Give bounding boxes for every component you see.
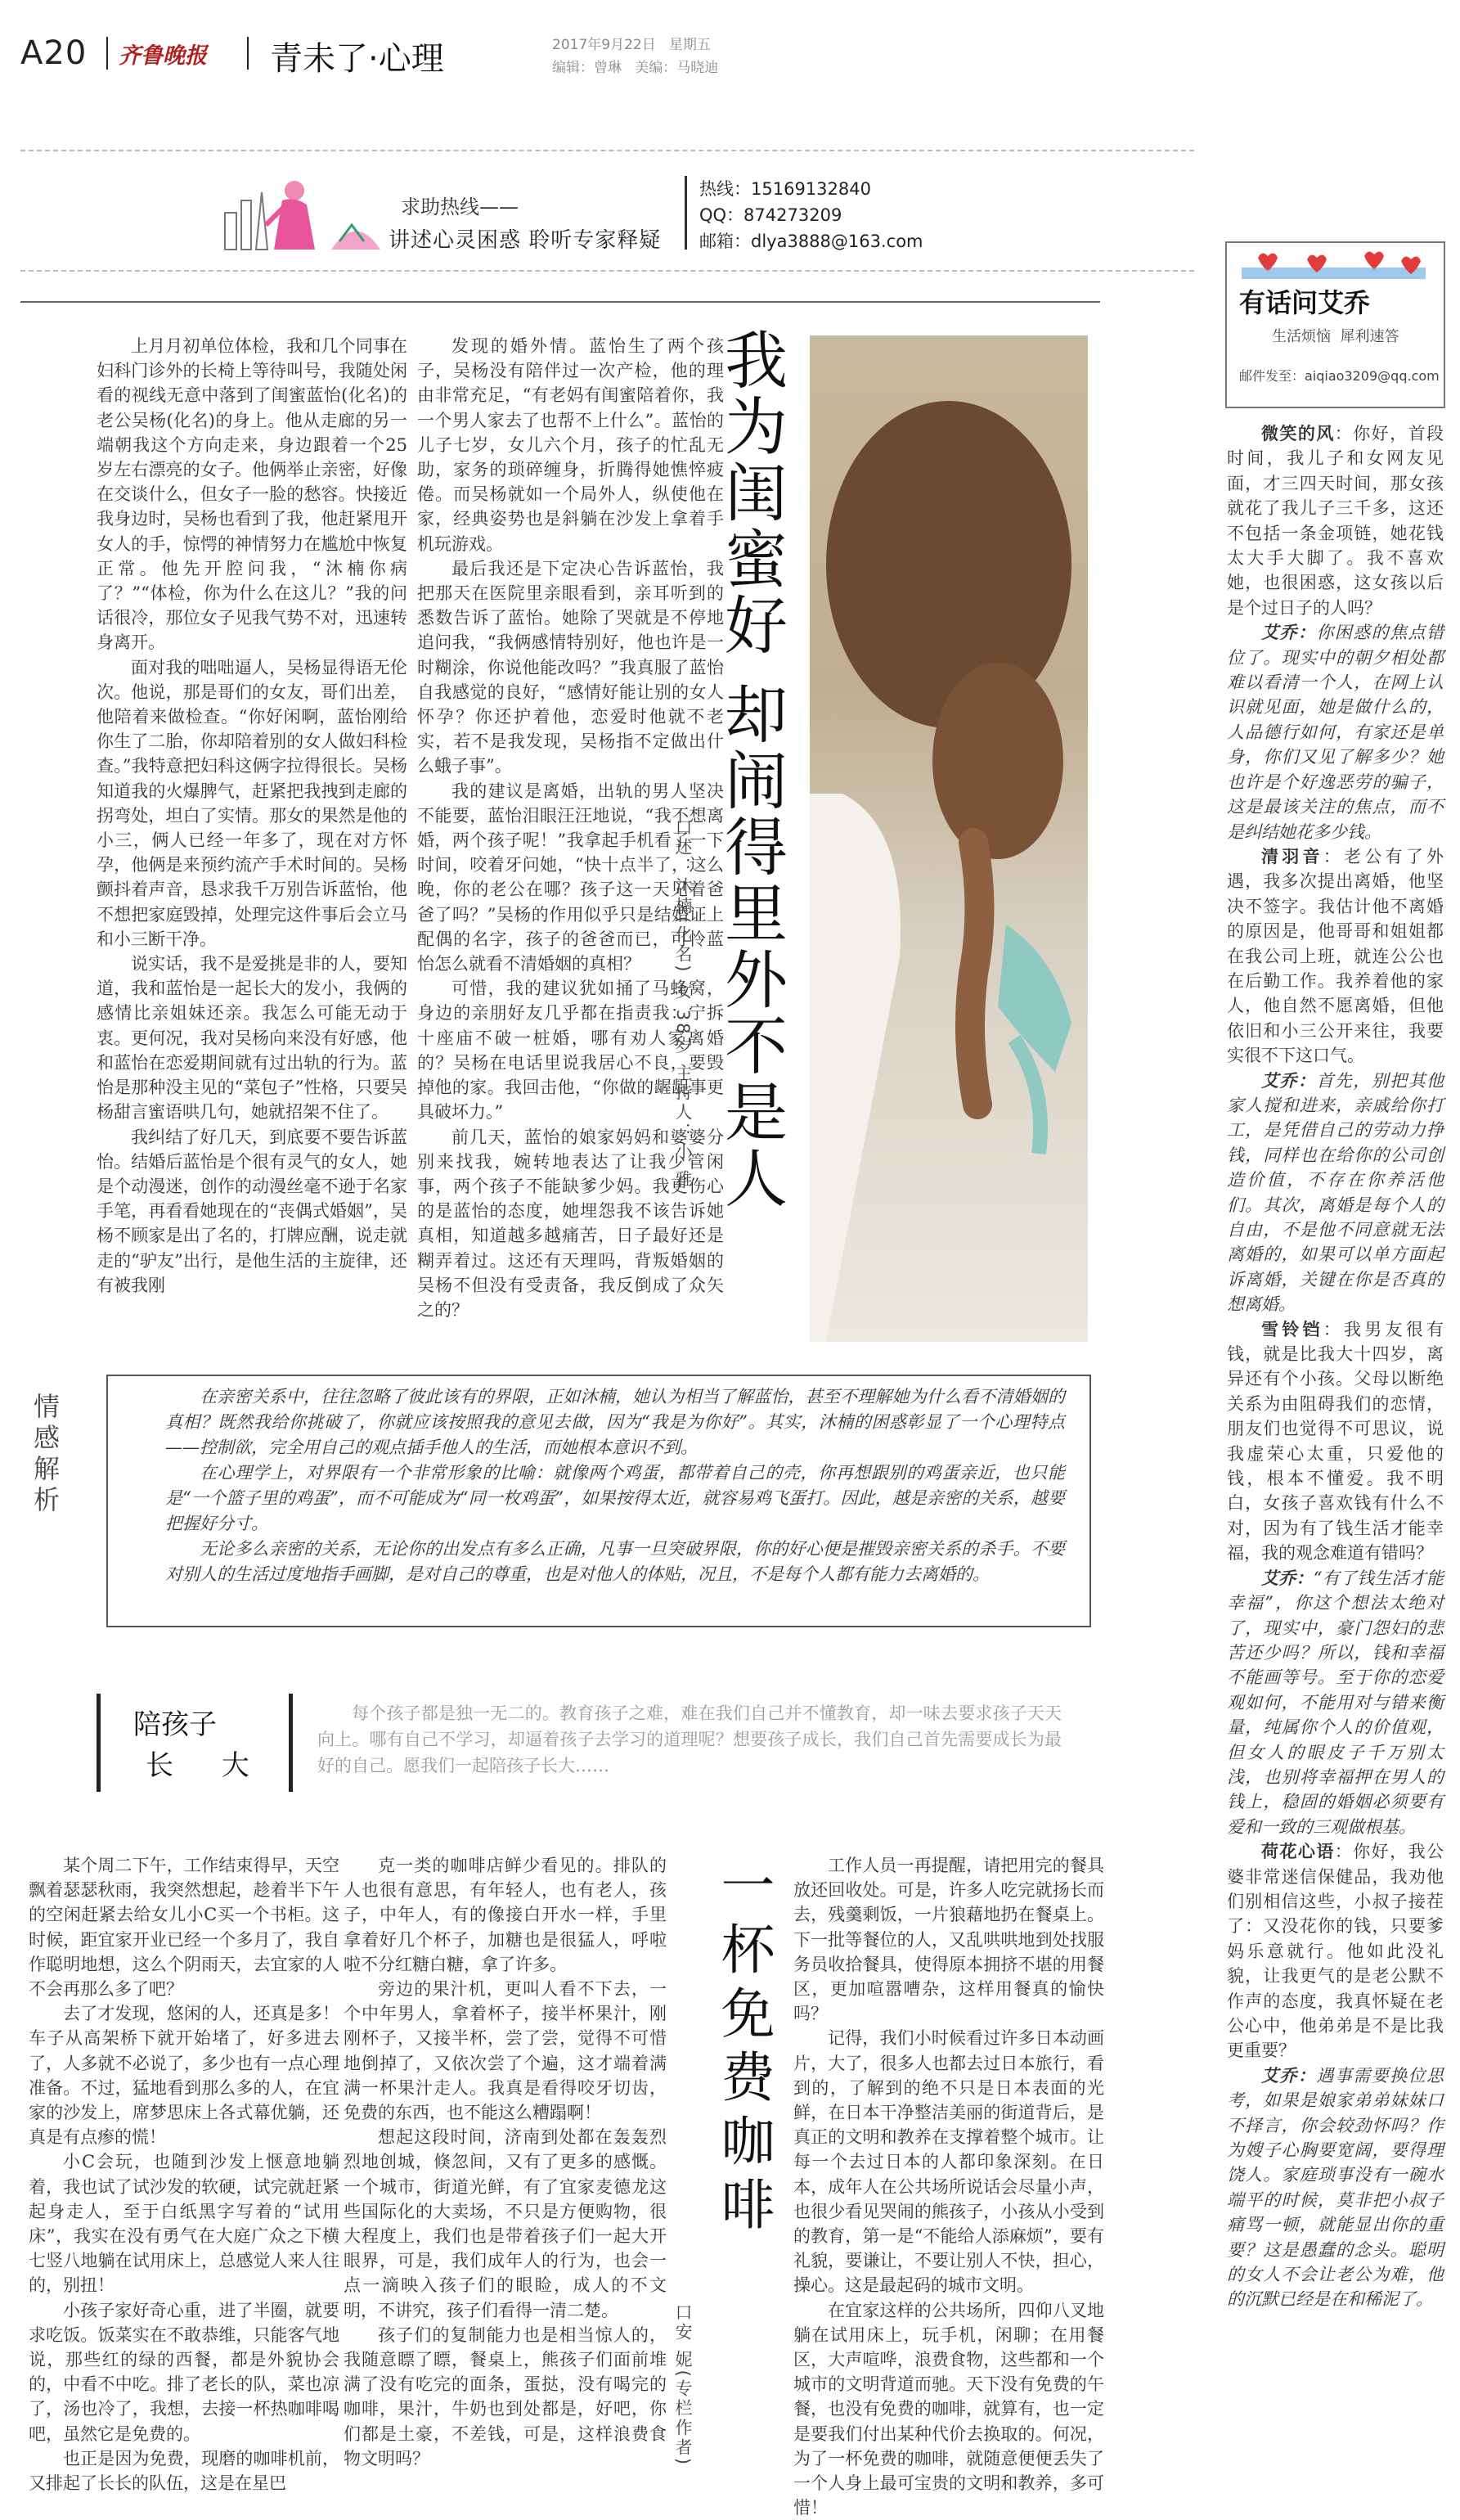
designer-credit: 美编：马晓迪 — [635, 60, 719, 76]
hotline-qq: QQ：874273209 — [699, 205, 842, 225]
qa-answer — [1227, 1566, 1444, 1839]
qa-asker: 雪铃铛 — [1261, 1318, 1323, 1339]
qa-answer — [1227, 620, 1444, 844]
story1-photo — [810, 335, 1088, 1342]
paragraph: 想起这段时间，济南到处都在轰轰烈烈地创城，倏忽间，又有了更多的感慨。一个城市，街道光鲜，有了宜家麦德龙这些国际化的大卖场，不只是方便购物，很大程度上，我们也是带着孩子们一起大开眼界，可是，我们成年人的行为，也会一点一滴映入孩子们的眼睑，成人的不文明，不讲究，孩子们看得一清二楚。 — [344, 2127, 667, 2320]
masthead-divider — [106, 37, 108, 70]
story2-col2 — [344, 1853, 667, 2500]
feature-banner — [97, 1694, 1090, 1792]
story1-frame-rule — [20, 301, 1100, 303]
story2-title: 一杯免费咖啡 — [712, 1857, 775, 2240]
qa-asker: 清羽音 — [1261, 845, 1323, 866]
analysis-box — [29, 1375, 1091, 1627]
qa-answerer: 艾乔： — [1261, 1069, 1317, 1091]
credits — [552, 56, 718, 76]
editor-credit: 编辑：曾琳 — [552, 60, 622, 76]
feature-title-2: 长 大 — [146, 1749, 269, 1782]
paragraph: 面对我的咄咄逼人，吴杨显得语无伦次。他说，那是哥们的女友，哥们出差，他陪着来做检查。“你好闲啊，蓝怡刚给你生了二胎，你却陪着别的女人做妇科检查。”我特意把妇科这俩字拉得很长。吴杨知道我的火爆脾气，赶紧把我拽到走廊的拐弯处，坦白了实情。那女的果然是他的小三，俩人已经一年多了，现在对方怀孕，他俩是来预约流产手术时间的。吴杨颤抖着声音，恳求我千万别告诉蓝怡，他不想把家庭毁掉，处理完这件事后会立马和小三断干净。 — [97, 657, 407, 949]
paragraph: 说实话，我不是爱挑是非的人，要知道，我和蓝怡是一起长大的发小，我俩的感情比亲姐妹还亲。我怎么可能无动于衷。更何况，我对吴杨向来没有好感，他和蓝怡在恋爱期间就有过出轨的行为。蓝怡是那种没主见的“菜包子”性格，只要吴杨甜言蜜语哄几句，她就招架不住了。 — [97, 954, 407, 1123]
story1-byline: 口述：沐楠(化名) 女 38岁 主持人：小 雅 — [673, 818, 693, 1190]
hotline-slogan: 讲述心灵困惑 聆听专家释疑 — [389, 228, 662, 253]
qa-answer-text: 遇事需要换位思考，如果是娘家弟弟妹妹口不择言，你会较劲怀吗？作为嫂子心胸要宽阔，要得理饶人。家庭琐事没有一碗水端平的时候，莫非把小叔子痛骂一顿，就能显出你的重要？这是愚蠢的念头。聪明的女人不会让老公为难，他的沉默已经是在和稀泥了。 — [1227, 2065, 1444, 2310]
photo-hair-illustration — [810, 335, 1088, 1342]
paragraph: 小孩子家好奇心重，进了半圈，就要求吃饭。饭菜实在不敢恭维，只能客气地说，那些红的绿的西餐，都是外貌协会的，中看不中吃。排了老长的队，菜也凉了，汤也冷了，我想，去接一杯热咖啡喝吧，虽然它是免费的。 — [29, 2300, 339, 2444]
qa-answerer: 艾乔： — [1261, 622, 1317, 643]
analysis-text — [165, 1384, 1065, 1587]
story2-col3 — [793, 1853, 1104, 2518]
paragraph: 旁边的果汁机，更叫人看不下去，一个中年男人，拿着杯子，接半杯果汁，刚刚杯子，又接半杯，尝了尝，觉得不可惜地倒掉了，又依次尝了个遍，这才端着满满一杯果汁走人。我真是看得咬牙切齿，免费的东西，也不能这么糟蹋啊！ — [344, 1979, 667, 2123]
paragraph: 小C会玩，也随到沙发上惬意地躺着，我也试了试沙发的软硬，试完就赶紧起身走人，至于白纸黑字写着的“试用床”，我实在没有勇气在大庭广众之下横七竖八地躺在试用床上，总感觉人来人往的，别扭！ — [29, 2152, 339, 2296]
cityscape-illustration — [217, 168, 405, 258]
qa-email: 邮件发至：aiqiao3209@qq.com — [1239, 368, 1440, 384]
story2-col1 — [29, 1853, 339, 2500]
analysis-para-3: 无论多么亲密的关系，无论你的出发点有多么正确，凡事一旦突破界限，你的好心便是摧毁亲密关系的杀手。不要对别人的生活过度地指手画脚，是对自己的尊重，也是对他人的体贴，况且，不是每个人都有能力去离婚的。 — [165, 1539, 1065, 1584]
paragraph: 孩子们的复制能力也是相当惊人的，我随意瞟了瞟，餐桌上，熊孩子们面前堆满了没有吃完的面条，蛋挞，没有喝完的咖啡，果汁，牛奶也到处都是，好吧，你们都是土豪，不差钱，可是，这样浪费食物文明吗？ — [344, 2324, 667, 2468]
qa-question-text: 老公有了外遇，我多次提出离婚，他坚决不签字。我估计他不离婚的原因是，他哥哥和姐姐都在我公司上班，就连公公也在后勤工作。我养着他的家人，他自然不愿离婚，但他依旧和小三公开来往，我要实很不下这口气。 — [1227, 846, 1444, 1066]
paper-logo: 齐鲁晚报 — [119, 43, 207, 69]
feature-intro: 每个孩子都是独一无二的。教育孩子之难，难在我们自己并不懂教育，却一味去要求孩子天天向上。哪有自己不学习，却逼着孩子去学习的道理呢？想要孩子成长，我们自己首先需要成长为最好的自己。愿我们一起陪孩子长大…… — [317, 1703, 1062, 1775]
qa-list — [1227, 421, 1444, 2483]
paragraph: 可惜，我的建议犹如捅了马蜂窝，身边的亲朋好友几乎都在指责我：宁拆十座庙不破一桩婚，哪有劝人家离婚的？吴杨在电话里说我居心不良，要毁掉他的家。我回击他，“你做的龌龊事更具破坏力。” — [417, 979, 724, 1123]
analysis-para-1: 在亲密关系中，往往忽略了彼此该有的界限，正如沐楠，她认为相当了解蓝怡，甚至不理解她为什么看不清婚姻的真相？既然我给你挑破了，你就应该按照我的意见去做，因为“我是为你好”。其实，沐楠的困惑彰显了一个心理特点——控制欲，完全用自己的观点插手他人的生活，而她根本意识不到。 — [165, 1387, 1065, 1457]
date-text: 2017年9月22日 — [552, 37, 656, 53]
page-number: A20 — [20, 34, 88, 72]
qa-answer — [1227, 2063, 1444, 2312]
qa-question: 雪铃铛：我男友很有钱，就是比我大十四岁，离异还有个小孩。父母以断绝关系为由阻碍我们的恋情，朋友们也觉得不可思议，说我虚荣心太重，只爱他的钱，根本不懂爱。我不明白，女孩子喜欢钱有什么不对，因为有了钱生活才能幸福，我的观念难道有错吗？ — [1227, 1318, 1444, 1564]
qa-answer-text: 你困惑的焦点错位了。现实中的朝夕相处都难以看清一个人，在网上认识就见面，她是做什么的，人品德行如何，有家还是单身，你们又见了解多少？她也许是个好逸恶劳的骗子，这是最该关注的焦点，而不是纠结她花多少钱。 — [1227, 623, 1444, 842]
story1-title: 我为闺蜜好 却闹得里外不是人 — [714, 327, 787, 1213]
qa-column-title: 有话问艾乔 — [1239, 287, 1371, 318]
qa-question-text: 你好，首段时间，我儿子和女网友见面，才三四天时间，那女孩就花了我儿子三千多，这还不包括一条金项链，她花钱太大手大脚了。我不喜欢她，也很困惑，这女孩以后是个过日子的人吗？ — [1227, 424, 1444, 618]
qa-answerer: 艾乔： — [1261, 2064, 1317, 2086]
qa-sub-2: 犀利速答 — [1340, 328, 1399, 345]
analysis-para-2: 在心理学上，对界限有一个非常形象的比喻：就像两个鸡蛋，都带着自己的壳，你再想跟别的鸡蛋亲近，也只能是“一个篮子里的鸡蛋”，而不可能成为“同一枚鸡蛋”，如果按得太近，就容易鸡飞蛋打。因此，越是亲密的关系，越要把握好分寸。 — [165, 1463, 1065, 1533]
hotline-phone: 热线：15169132840 — [699, 179, 871, 199]
paragraph: 工作人员一再提醒，请把用完的餐具放还回收处。可是，许多人吃完就扬长而去，残羹剩饭，一片狼藉地扔在餐桌上。下一批等餐位的人，又乱哄哄地到处找服务员收拾餐具，使得原本拥挤不堪的用餐区，更加喧嚣嘈杂，这样用餐真的愉快吗？ — [793, 1856, 1104, 2024]
qa-answerer: 艾乔： — [1261, 1567, 1314, 1588]
qa-question-text: 你好，我公婆非常迷信保健品，我劝他们别相信这些，小叔子接茬了：又没花你的钱，只要爹妈乐意就行。他如此没礼貌，让我更气的是老公默不作声的态度，我真怀疑在老公心中，他弟弟是不是比我更重要？ — [1227, 1842, 1444, 2061]
paragraph: 在宜家这样的公共场所，四仰八叉地躺在试用床上，玩手机，闲聊；在用餐区，大声喧哗，浪费食物，这些都和一个城市的文明背道而驰。天下没有免费的午餐，也没有免费的咖啡，就算有，也一定是要我们付出某种代价去换取的。何况，为了一杯免费的咖啡，就随意便便丢失了一个人身上最可宝贵的文明和教养，多可惜！ — [793, 2300, 1104, 2518]
paragraph: 克一类的咖啡店鲜少看见的。排队的人也很有意思，有年轻人，也有老人，孩子，中年人，有的像接白开水一样，手里拿着好几个杯子，加糖也是很猛人，呼啦啦不分红糖白糖，拿了许多。 — [344, 1856, 667, 1974]
hearts-decoration — [1242, 250, 1426, 282]
qa-answer-text: 首先，别把其他家人搅和进来，亲戚给你打工，是凭借自己的劳动力挣钱，同样也在给你的公司创造价值，不存在你养活他们。其次，离婚是每个人的自由，不是他不同意就无法离婚的，如果可以单方面起诉离婚，关键在你是否真的想离婚。 — [1227, 1070, 1444, 1315]
hotline-label: 求助热线—— — [401, 196, 519, 218]
feature-title-box — [97, 1694, 293, 1792]
hotline-divider — [685, 176, 687, 250]
qa-asker: 荷花心语 — [1261, 1841, 1335, 1862]
hotline-banner — [20, 150, 1194, 272]
weekday-text: 星期五 — [668, 37, 711, 53]
qa-answer-text: “有了钱生活才能幸福”，你这个想法太绝对了，现实中，豪门怨妇的悲苦还少吗？所以，钱和幸福不能画等号。至于你的恋爱观如何，不能用对与错来衡量，纯属你个人的价值观，但女人的眼皮子千万别太浅，也别将幸福押在男人的钱上，稳固的婚姻必须要有爱和一致的三观做根基。 — [1227, 1568, 1444, 1837]
qa-question: 清羽音：老公有了外遇，我多次提出离婚，他坚决不签字。我估计他不离婚的原因是，他哥哥和姐姐都在我公司上班，就连公公也在后勤工作。我养着他的家人，他自然不愿离婚，但他依旧和小三公开来往，我要实很不下这口气。 — [1227, 845, 1444, 1066]
story1-col1 — [97, 334, 407, 1361]
paragraph: 某个周二下午，工作结束得早，天空飘着瑟瑟秋雨，我突然想起，趁着半下午的空闲赶紧去给女儿小C买一个书柜。这时候，距宜家开业已经一个多月了，我自作聪明地想，这么个阴雨天，去宜家的人不会再那么多了吧？ — [29, 1856, 339, 2000]
section-title: 青未了·心理 — [270, 40, 444, 78]
paragraph: 记得，我们小时候看过许多日本动画片，大了，很多人也都去过日本旅行，看到的，了解到的绝不只是日本表面的光鲜，在日本干净整洁美丽的街道背后，是真正的文明和教养在支撑着整个城市。让每一个去过日本的人都印象深刻。在日本，成年人在公共场所说话会尽量小声，也很少看见哭闹的熊孩子，小孩从小受到的教育，第一是“不能给人添麻烦”，要有礼貌，要谦让，不要让别人不快，担心，操心。这是最起码的城市文明。 — [793, 2028, 1104, 2296]
paragraph: 也正是因为免费，现磨的咖啡机前，又排起了长长的队伍，这是在星巴 — [29, 2448, 339, 2494]
qa-header-box — [1225, 241, 1445, 408]
qa-question-text: 我男友很有钱，就是比我大十四岁，离异还有个小孩。父母以断绝关系为由阻碍我们的恋情，朋友们也觉得不可思议，说我虚荣心太重，只爱他的钱，根本不懂爱。我不明白，女孩子喜欢钱有什么不对，因为有了钱生活才能幸福，我的观念难道有错吗？ — [1227, 1319, 1444, 1564]
story2-byline: 口安 妮(专栏作者) — [673, 2303, 693, 2468]
qa-sub-1: 生活烦恼 — [1272, 328, 1331, 345]
feature-title-1: 陪孩子 — [133, 1708, 217, 1741]
qa-column-sub — [1272, 325, 1399, 346]
paragraph: 发现的婚外情。蓝怡生了两个孩子，吴杨没有陪伴过一次产检，他的理由非常充足，“有老妈有闺蜜陪着你，我一个男人家去了也帮不上什么”。蓝怡的儿子七岁，女儿六个月，孩子的忙乱无助，家务的琐碎缠身，折腾得她憔悴疲倦。而吴杨就如一个局外人，纵使他在家，经典姿势也是斜躺在沙发上拿着手机玩游戏。 — [417, 336, 724, 554]
paragraph: 我纠结了好几天，到底要不要告诉蓝怡。结婚后蓝怡是个很有灵气的女人，她是个动漫迷，创作的动漫丝毫不逊于名家手笔，再看看她现在的“丧偶式婚姻”，吴杨不顾家是出了名的，打牌应酬，说走就走的“驴友”出行，是他生活的主旋律，还有被我刚 — [97, 1127, 407, 1295]
paragraph: 上月月初单位体检，我和几个同事在妇科门诊外的长椅上等待叫号，我随处闲看的视线无意中落到了闺蜜蓝怡(化名)的老公吴杨(化名)的身上。他从走廊的另一端朝我这个方向走来，身边跟着一个25岁左右漂亮的女子。他俩举止亲密，好像在交谈什么，但女子一脸的愁容。快接近我身边时，吴杨也看到了我，他赶紧甩开女人的手，惊愕的神情努力在尴尬中恢复正常。他先开腔问我，“沐楠你病了？”“体检，你为什么在这儿？”我的问话很冷，那位女子见我气势不对，迅速转身离开。 — [97, 336, 407, 653]
qa-question: 荷花心语：你好，我公婆非常迷信保健品，我劝他们别相信这些，小叔子接茬了：又没花你的钱，只要爹妈乐意就行。他如此没礼貌，让我更气的是老公默不作声的态度，我真怀疑在老公心中，他弟弟是不是比我更重要？ — [1227, 1841, 1444, 2061]
paragraph: 最后我还是下定决心告诉蓝怡，我把那天在医院里亲眼看到，亲耳听到的悉数告诉了蓝怡。她除了哭就是不停地追问我，“我俩感情特别好，他也许是一时糊涂，你说他能改吗？”我真服了蓝怡自我感觉的良好，“感情好能让别的女人怀孕？你还护着他，恋爱时他就不老实，若不是我发现，吴杨指不定做出什么蛾子事”。 — [417, 558, 724, 776]
analysis-label: 情感解析 — [29, 1393, 61, 1517]
masthead-divider — [247, 37, 249, 70]
qa-asker: 微笑的风 — [1261, 423, 1335, 443]
paragraph: 去了才发现，悠闲的人，还真是多！车子从高架桥下就开始堵了，好多进去了，人多就不必说了，多少也有一点心理准备。不过，猛地看到那么多的人，在宜家的沙发上，席梦思床上各式幕优躺，还真是有点瘆的慌！ — [29, 2004, 339, 2148]
issue-date — [552, 33, 711, 53]
paragraph: 我的建议是离婚，出轨的男人坚决不能要，蓝怡泪眼汪汪地说，“我不想离婚，两个孩子呢！”我拿起手机看了一下时间，咬着牙问她，“快十点半了，这么晚，你的老公在哪？孩子这一天见着爸爸了吗？”吴杨的作用似乎只是结婚证上配偶的名字，孩子的爸爸而已，可怜蓝怡怎么就看不清婚姻的真相？ — [417, 781, 724, 974]
qa-question: 微笑的风：你好，首段时间，我儿子和女网友见面，才三四天时间，那女孩就花了我儿子三千多，这还不包括一条金项链，她花钱太大手大脚了。我不喜欢她，也很困惑，这女孩以后是个过日子的人吗？ — [1227, 423, 1444, 618]
qa-answer — [1227, 1069, 1444, 1317]
paragraph: 前几天，蓝怡的娘家妈妈和婆婆分别来找我，婉转地表达了让我少管闲事，两个孩子不能缺爹少妈。我更伤心的是蓝怡的态度，她埋怨我不该告诉她真相，知道越多越痛苦，日子最好还是糊弄着过。这还有天理吗，背叛婚姻的吴杨不但没有受责备，我反倒成了众矢之的？ — [417, 1127, 724, 1320]
hotline-email: 邮箱：dlya3888@163.com — [699, 232, 923, 251]
